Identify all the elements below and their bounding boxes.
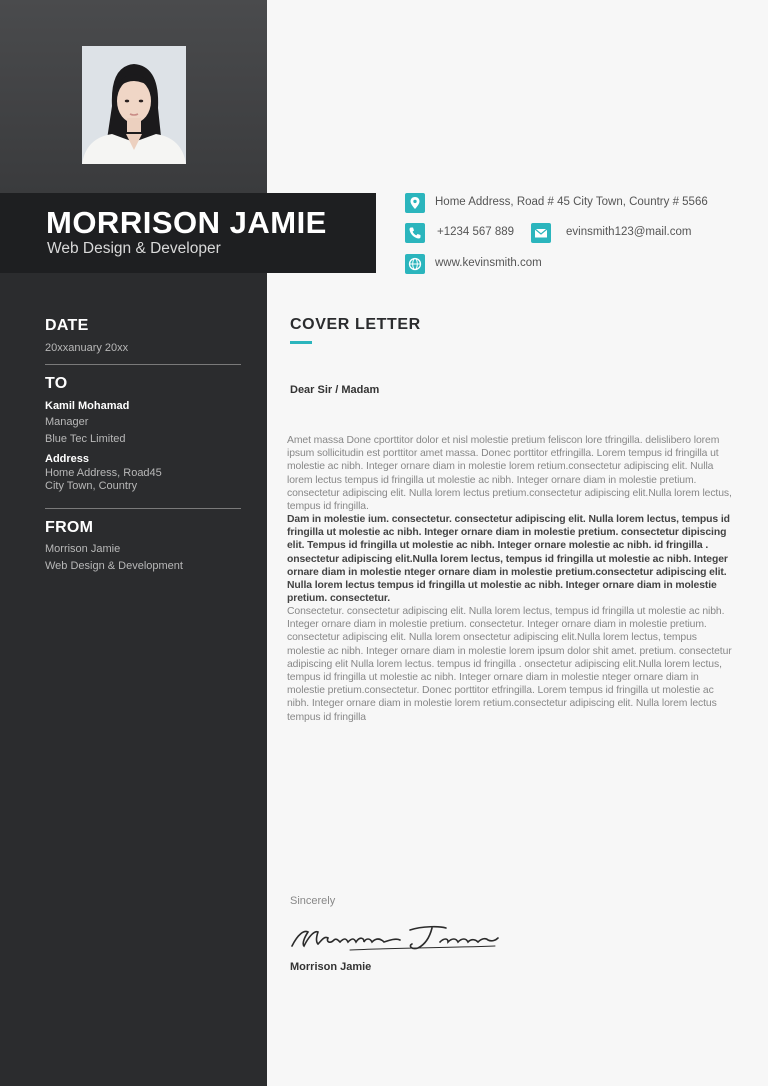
- globe-icon: [405, 254, 425, 274]
- envelope-icon: [531, 223, 551, 243]
- contact-email[interactable]: evinsmith123@mail.com: [566, 226, 692, 238]
- cover-letter-title: COVER LETTER: [290, 316, 421, 333]
- divider: [45, 508, 241, 509]
- date-heading: DATE: [45, 317, 89, 334]
- letter-paragraph-3: Consectetur. consectetur adipiscing elit. Nulla lorem lectus, tempus id fringilla ut molestie ac nibh. Integer ornare diam in molestie pretium. consectetur. Integer ornare diam in molestie pretium. consectetur adipiscing elit. Nulla lorem onsectetur adipiscing elit.Nulla lorem lectus, tempus molestie ac nibh. Integer ornare diam in molestie lorem ipsum dolor shit amet. pretium. consectetur adipiscing elit Nulla lorem lectus. tempus id fringilla . onsectetur adipiscing elit.Nulla lorem lectus, tempus id fringilla ut molestie ac nibh. Integer ornare diam in molestie nteger ornare diam in molestie pretium.consectetur. Donec porttitor etfringilla. Lorem tempus id fringilla ut molestie ac nibh. Integer ornare diam in molestie lorem retium.consectetur adipiscing elit. Nulla lorem lectus tempus id fringilla: [287, 606, 732, 723]
- letter-paragraph-2: Dam in molestie ium. consectetur. consectetur adipiscing elit. Nulla lorem lectus, tempus id fringilla ut molestie ac nibh. Integer ornare diam in molestie pretium. consectetur dipiscing elit. Tempus id fringilla ut molestie ac nibh. Integer ornare molestie ac nibh. id fringilla . onsectetur adipiscing elit.Nulla lorem lectus, tempus id fringilla ut molestie ac nibh. Integer ornare diam in molestie nteger ornare diam in molestie pretium.consectetur adipiscing elit. Nulla lorem lectus tempus id fringilla ut molestie ac nibh. Integer ornare diam in molestie pretium. consectetur.: [287, 514, 730, 605]
- title-underline: [290, 341, 312, 344]
- applicant-title: Web Design & Developer: [47, 240, 221, 257]
- handwritten-signature: [290, 920, 500, 954]
- date-value: 20xxanuary 20xx: [45, 342, 129, 354]
- salutation: Dear Sir / Madam: [290, 384, 380, 396]
- recipient-company: Blue Tec Limited: [45, 433, 126, 445]
- recipient-name: Kamil Mohamad: [45, 400, 130, 412]
- divider: [45, 364, 241, 365]
- recipient-address-label: Address: [45, 453, 90, 465]
- phone-icon: [405, 223, 425, 243]
- contact-phone: +1234 567 889: [437, 226, 515, 238]
- recipient-role: Manager: [45, 416, 89, 428]
- map-pin-icon: [405, 193, 425, 213]
- from-heading: FROM: [45, 519, 94, 536]
- contact-address: Home Address, Road # 45 City Town, Country # 5566: [435, 196, 708, 208]
- closing: Sincerely: [290, 895, 336, 907]
- recipient-address-line1: Home Address, Road45: [45, 467, 162, 479]
- letter-paragraph-1: Amet massa Done cporttitor dolor et nisl molestie pretium feliscon lore tfringilla. delislibero lorem ipsum sollicitudin est porttitor amet massa. Donec porttitor etfringilla. Lorem tempus id fringilla ut molestie ac nibh. Integer ornare diam in molestie lorem retium.consectetur adipiscing elit. Nulla lorem lectus tempus id fringilla ut molestie ac nibh. Integer ornare diam in molestie pretium. consectetur adipiscing elit. Nulla lorem lectus pretium.consectetur adipiscing elit.Nulla lorem lectus, tempus id fringilla.: [287, 435, 732, 513]
- contact-website[interactable]: www.kevinsmith.com: [435, 257, 542, 269]
- applicant-name: MORRISON JAMIE: [46, 205, 327, 240]
- to-heading: TO: [45, 375, 68, 392]
- sender-role: Web Design & Development: [45, 560, 183, 572]
- profile-photo: [82, 46, 186, 164]
- sender-name: Morrison Jamie: [45, 543, 121, 555]
- signer-name: Morrison Jamie: [290, 961, 372, 973]
- recipient-address-line2: City Town, Country: [45, 480, 138, 492]
